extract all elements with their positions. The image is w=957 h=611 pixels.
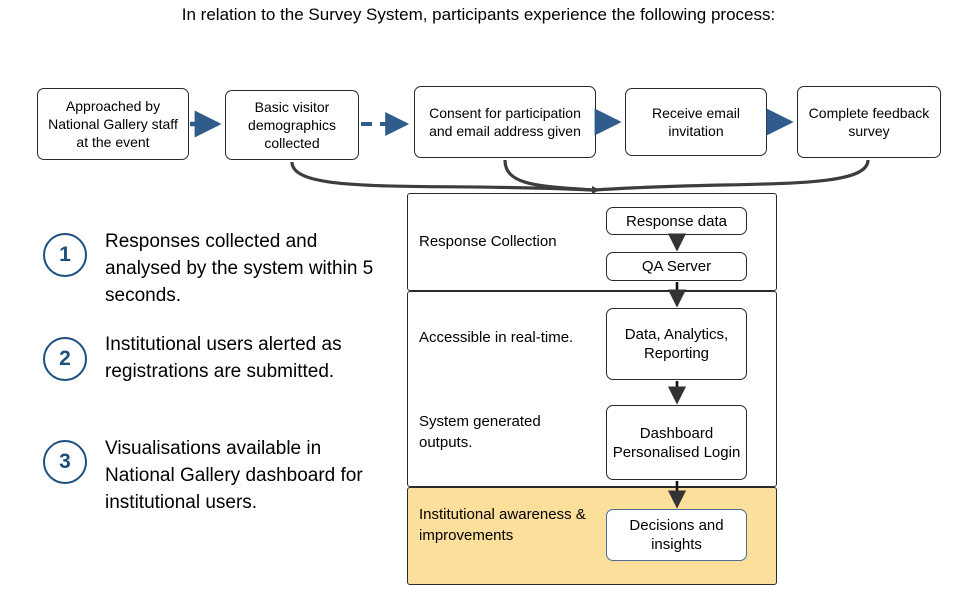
panel-label-response-collection: Response Collection xyxy=(419,233,557,250)
box-label: Dashboard Personalised Login xyxy=(612,424,741,461)
flow-step-approached xyxy=(37,88,189,160)
flow-step-label: Complete feedback survey xyxy=(808,105,930,139)
box-decisions-and-insights xyxy=(606,509,747,561)
box-label: Decisions and insights xyxy=(629,517,724,553)
box-dashboard-personalised-login xyxy=(606,405,747,480)
note-text-1: Responses collected and analysed by the system within 5 seconds. xyxy=(105,231,374,306)
curve-feedback-to-system xyxy=(595,160,868,190)
panel-label-system-outputs: System generated outputs. xyxy=(419,413,541,451)
box-label: Data, Analytics, Reporting xyxy=(624,326,729,362)
flow-step-consent xyxy=(414,86,596,158)
flow-step-label: Basic visitor demographics collected xyxy=(248,99,336,151)
note-number-1 xyxy=(43,233,87,277)
flow-step-invitation xyxy=(625,88,767,156)
page-title: In relation to the Survey System, participants experience the following process: xyxy=(181,5,776,24)
curve-consent-to-system xyxy=(505,160,592,190)
curve-demographics-to-system xyxy=(292,162,592,190)
box-response-data xyxy=(606,207,747,235)
note-number-label: 2 xyxy=(59,347,71,370)
note-number-label: 1 xyxy=(59,243,71,266)
flow-step-label: Consent for participation and email address given xyxy=(429,105,581,139)
panel-label-realtime: Accessible in real-time. xyxy=(419,329,574,346)
box-label: Response data xyxy=(626,212,727,230)
flow-step-demographics xyxy=(225,90,359,160)
panel-label-institutional-awareness: Institutional awareness & improvements xyxy=(419,506,586,544)
note-number-2 xyxy=(43,337,87,381)
box-label: QA Server xyxy=(641,258,712,275)
box-qa-server xyxy=(606,252,747,281)
note-number-3 xyxy=(43,440,87,484)
box-data-analytics-reporting xyxy=(606,308,747,380)
note-number-label: 3 xyxy=(59,450,71,473)
flow-step-label: Receive email invitation xyxy=(652,105,740,139)
flow-step-feedback xyxy=(797,86,941,158)
note-text-2: Institutional users alerted as registrations are submitted. xyxy=(105,334,342,382)
flow-step-label: Approached by National Gallery staff at the event xyxy=(48,98,178,150)
note-text-3: Visualisations available in National Gallery dashboard for institutional users. xyxy=(105,438,363,513)
